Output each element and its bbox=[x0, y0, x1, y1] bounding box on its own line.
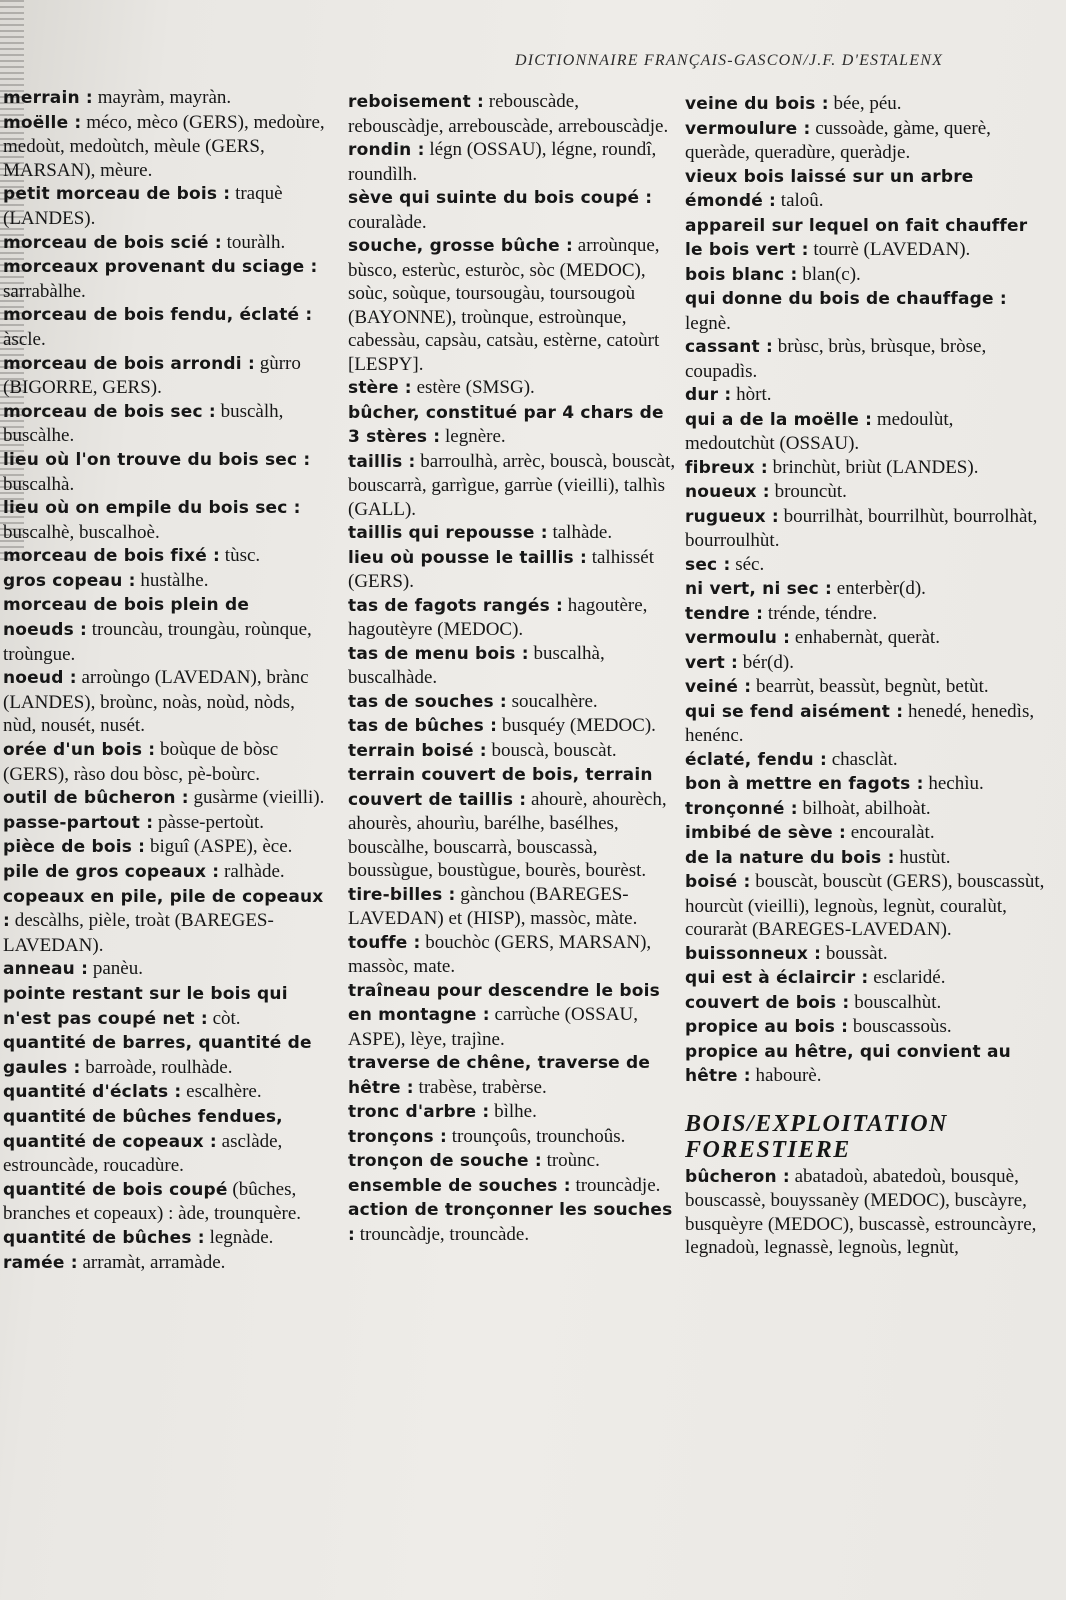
dictionary-entry bbox=[3, 255, 325, 303]
entry-headword: rugueux : bbox=[685, 506, 779, 527]
entry-headword: taillis : bbox=[348, 451, 416, 472]
entry-translation: bìlhe. bbox=[489, 1101, 537, 1122]
dictionary-entry bbox=[3, 835, 325, 860]
dictionary-entry bbox=[685, 942, 1045, 967]
dictionary-entry bbox=[3, 860, 325, 885]
entry-translation: biguî (ASPE), èce. bbox=[145, 836, 293, 858]
entry-translation: gùrro (BIGORRE, GERS). bbox=[3, 352, 301, 399]
entry-headword: stère : bbox=[348, 378, 412, 398]
entry-headword: bûcher, constitué par 4 chars de 3 stères : bbox=[348, 402, 664, 447]
entry-headword: gros copeau : bbox=[3, 570, 136, 591]
entry-headword: passe-partout : bbox=[3, 812, 154, 833]
dictionary-entry bbox=[3, 666, 325, 738]
entry-headword: noeud : bbox=[3, 668, 77, 689]
entry-headword: qui donne du bois de chauffage : bbox=[685, 289, 1007, 309]
entry-translation: pàsse-pertoùt. bbox=[153, 811, 265, 833]
dictionary-entry bbox=[3, 182, 325, 230]
entry-translation: bér(d). bbox=[738, 651, 794, 673]
entry-headword: tas de menu bois : bbox=[348, 643, 529, 664]
dictionary-entry bbox=[3, 352, 325, 400]
entry-translation: arroùngo (LAVEDAN), brànc (LANDES), broùnc, noàs, noùd, nòds, nùd, nousét, nusét. bbox=[3, 667, 309, 737]
entry-headword: ni vert, ni sec : bbox=[685, 579, 833, 599]
entry-headword: buissonneux : bbox=[685, 943, 822, 964]
entry-headword: vert : bbox=[685, 652, 739, 673]
entry-headword: taillis qui repousse : bbox=[348, 523, 548, 543]
entry-translation: abatadoù, abatedoù, bousquè, bouscassè, bouyssanèy (MEDOC), buscàyre, busquèyre (MEDOC), buscassè, estrouncàyre, legnadoù, legnassè, legnoùs, legnùt, bbox=[685, 1165, 1037, 1258]
entry-translation: encouralàt. bbox=[845, 822, 935, 843]
entry-headword: qui a de la moëlle : bbox=[685, 409, 873, 430]
dictionary-entry bbox=[685, 505, 1045, 553]
entry-translation: bée, péu. bbox=[828, 93, 902, 114]
entry-translation: esclaridé. bbox=[868, 967, 946, 988]
dictionary-entry bbox=[348, 594, 678, 642]
entry-translation: bouscàt, bouscùt (GERS), bouscassùt, hourcùt (vieilli), legnoùs, legnùt, couralùt, couraràt (BAREGES-LAVEDAN). bbox=[685, 871, 1045, 940]
dictionary-entry bbox=[3, 1031, 325, 1080]
entry-translation: enhabernàt, queràt. bbox=[790, 627, 940, 648]
dictionary-entry bbox=[685, 675, 1045, 700]
entry-headword: touffe : bbox=[348, 932, 421, 953]
entry-headword: reboisement : bbox=[348, 92, 485, 112]
entry-translation: buscàlh, buscàlhe. bbox=[3, 400, 284, 447]
entry-translation: estère (SMSG). bbox=[411, 377, 535, 398]
entry-headword: quantité de bûches fendues, quantité de copeaux : bbox=[3, 1106, 283, 1152]
entry-headword: tas de souches : bbox=[348, 691, 507, 712]
entry-headword: lieu où pousse le taillis : bbox=[348, 547, 587, 568]
entry-headword: morceau de bois sec : bbox=[3, 401, 216, 422]
entry-translation: barroulhà, arrèc, bouscà, bouscàt, bouscarrà, garrìgue, garrùe (vieilli), talhìs (GALL). bbox=[348, 450, 676, 520]
entry-headword: petit morceau de bois : bbox=[3, 184, 231, 205]
entry-translation: sarrabàlhe. bbox=[3, 280, 86, 302]
entry-translation: bouscà, bouscàt. bbox=[486, 739, 617, 761]
entry-translation: medoulùt, medoutchùt (OSSAU). bbox=[685, 408, 954, 454]
entry-translation: légn (OSSAU), légne, roundî, roundìlh. bbox=[348, 139, 657, 185]
dictionary-entry bbox=[348, 1149, 678, 1174]
entry-headword: appareil sur lequel on fait chauffer le bois vert : bbox=[685, 215, 1028, 260]
entry-translation: trouncàu, troungàu, roùnque, troùngue. bbox=[3, 619, 312, 665]
dictionary-entry bbox=[348, 979, 678, 1052]
entry-headword: terrain couvert de bois, terrain couvert de taillis : bbox=[348, 765, 653, 810]
dictionary-entry bbox=[685, 383, 1045, 408]
dictionary-entry bbox=[3, 303, 325, 351]
dictionary-entry bbox=[685, 602, 1045, 627]
dictionary-entry bbox=[685, 846, 1045, 871]
entry-translation: brouncùt. bbox=[769, 481, 847, 502]
dictionary-entry bbox=[348, 521, 678, 546]
dictionary-entry bbox=[3, 1178, 325, 1226]
dictionary-entry bbox=[685, 991, 1045, 1016]
dictionary-entry bbox=[3, 593, 325, 666]
entry-translation: soucalhère. bbox=[506, 690, 598, 712]
entry-translation: asclàde, estrouncàde, roucadùre. bbox=[3, 1130, 283, 1177]
dictionary-entry bbox=[3, 400, 325, 448]
dictionary-entry bbox=[685, 553, 1045, 578]
entry-headword: anneau : bbox=[3, 959, 89, 980]
entry-headword: quantité de bois coupé bbox=[3, 1179, 228, 1200]
entry-translation: talhàde. bbox=[547, 522, 613, 543]
dictionary-entry bbox=[3, 1080, 325, 1105]
dictionary-entry bbox=[348, 1198, 678, 1247]
dictionary-entry bbox=[3, 786, 325, 811]
dictionary-entry bbox=[685, 480, 1045, 505]
entry-translation: chasclàt. bbox=[826, 748, 898, 770]
entry-headword: tendre : bbox=[685, 603, 764, 624]
dictionary-entry bbox=[685, 263, 1045, 288]
dictionary-entry bbox=[3, 811, 325, 836]
entry-translation: hechìu. bbox=[923, 773, 984, 794]
dictionary-entry bbox=[3, 86, 325, 111]
entry-translation: busquéy (MEDOC). bbox=[497, 715, 656, 736]
entry-headword: morceau de bois fixé : bbox=[3, 546, 221, 567]
entry-headword: quantité d'éclats : bbox=[3, 1082, 182, 1103]
entry-headword: propice au bois : bbox=[685, 1017, 849, 1037]
entry-translation: hòrt. bbox=[731, 384, 772, 405]
entry-headword: pile de gros copeaux : bbox=[3, 862, 220, 882]
entry-headword: bois blanc : bbox=[685, 264, 798, 285]
entry-headword: merrain : bbox=[3, 88, 93, 108]
entry-headword: vermoulu : bbox=[685, 628, 791, 648]
entry-headword: boisé : bbox=[685, 872, 751, 892]
dictionary-entry bbox=[685, 870, 1045, 942]
entry-translation: bouchòc (GERS, MARSAN), massòc, mate. bbox=[348, 931, 652, 977]
entry-translation: arroùnque, bùsco, esterùc, esturòc, sòc (MEDOC), soùc, soùque, toursougàu, toursougoù (BAYONNE), troùnque, estroùnque, cabessàu, capsàu, catsàu, estèrne, catoùrt [LESPY]. bbox=[348, 235, 660, 375]
dictionary-entry bbox=[685, 700, 1045, 748]
entry-headword: bon à mettre en fagots : bbox=[685, 774, 924, 794]
entry-headword: couvert de bois : bbox=[685, 992, 850, 1013]
dictionary-entry bbox=[348, 90, 678, 138]
dictionary-entry bbox=[348, 401, 678, 450]
entry-translation: henedé, henedìs, henénc. bbox=[685, 700, 1035, 746]
dictionary-entry bbox=[685, 577, 1045, 602]
entry-headword: vermoulure : bbox=[685, 118, 811, 139]
entry-headword: tas de fagots rangés : bbox=[348, 595, 564, 616]
entry-headword: de la nature du bois : bbox=[685, 847, 895, 868]
entry-headword: sève qui suinte du bois coupé : bbox=[348, 188, 653, 208]
entry-headword: veiné : bbox=[685, 677, 752, 697]
dictionary-entry bbox=[348, 642, 678, 690]
entry-headword: propice au hêtre, qui convient au hêtre : bbox=[685, 1041, 1011, 1086]
entry-translation: habourè. bbox=[750, 1065, 822, 1086]
dictionary-entry bbox=[348, 546, 678, 594]
entry-headword: vieux bois laissé sur un arbre émondé : bbox=[685, 166, 974, 211]
dictionary-entry bbox=[3, 885, 325, 958]
entry-translation: trénde, téndre. bbox=[763, 602, 878, 624]
entry-translation: bouscassoùs. bbox=[848, 1016, 952, 1037]
dictionary-entry bbox=[348, 138, 678, 186]
entry-translation: enterbèr(d). bbox=[832, 578, 926, 599]
entry-headword: veine du bois : bbox=[685, 94, 829, 114]
dictionary-entry bbox=[685, 287, 1045, 335]
dictionary-entry bbox=[3, 1251, 325, 1276]
dictionary-entry bbox=[348, 1051, 678, 1100]
entry-translation: buscalhà. bbox=[3, 473, 75, 495]
entry-headword: pièce de bois : bbox=[3, 837, 146, 858]
dictionary-entry bbox=[348, 883, 678, 931]
dictionary-entry bbox=[685, 456, 1045, 481]
dictionary-entry bbox=[3, 496, 325, 544]
dictionary-entry bbox=[348, 931, 678, 979]
dictionary-entry bbox=[3, 957, 325, 982]
entry-translation: bearrùt, beassùt, begnùt, betùt. bbox=[751, 676, 989, 697]
entry-headword: tire-billes : bbox=[348, 884, 456, 905]
entry-headword: noueux : bbox=[685, 482, 770, 502]
entry-translation: traquè (LANDES). bbox=[3, 183, 283, 229]
entry-headword: lieu où on empile du bois sec : bbox=[3, 498, 301, 519]
dictionary-entry bbox=[348, 234, 678, 376]
dictionary-entry bbox=[3, 1105, 325, 1178]
dictionary-entry bbox=[348, 376, 678, 401]
dictionary-entry bbox=[348, 714, 678, 739]
dictionary-entry bbox=[348, 1174, 678, 1199]
entry-translation: hustùt. bbox=[894, 846, 951, 868]
entry-headword: bûcheron : bbox=[685, 1166, 790, 1187]
entry-headword: dur : bbox=[685, 385, 732, 405]
dictionary-entry bbox=[3, 569, 325, 594]
entry-headword: morceau de bois arrondi : bbox=[3, 353, 255, 374]
dictionary-entry bbox=[3, 231, 325, 256]
dictionary-entry bbox=[685, 165, 1045, 214]
dictionary-entry bbox=[685, 117, 1045, 165]
entry-translation: talhissét (GERS). bbox=[348, 546, 654, 592]
entry-translation: rebouscàde, rebouscàdje, arrebouscàde, arrebouscàdje. bbox=[348, 91, 669, 137]
entry-translation: descàlhs, pièle, troàt (BAREGES-LAVEDAN). bbox=[3, 910, 274, 956]
entry-headword: moëlle : bbox=[3, 112, 82, 133]
entry-translation: trabèse, trabèrse. bbox=[413, 1076, 547, 1098]
entry-translation: gànchou (BAREGES-LAVEDAN) et (HISP), massòc, màte. bbox=[348, 883, 638, 929]
entry-translation: arramàt, arramàde. bbox=[77, 1251, 226, 1273]
entry-translation: escalhère. bbox=[181, 1081, 262, 1103]
dictionary-entry bbox=[685, 797, 1045, 822]
dictionary-entry bbox=[685, 214, 1045, 263]
entry-translation: blan(c). bbox=[797, 263, 861, 285]
dictionary-entry bbox=[348, 739, 678, 764]
entry-headword: qui est à éclaircir : bbox=[685, 968, 869, 988]
dictionary-entry bbox=[685, 1015, 1045, 1040]
entry-translation: taloû. bbox=[776, 190, 824, 211]
entry-headword: tronçonné : bbox=[685, 798, 798, 819]
entry-translation: gusàrme (vieilli). bbox=[188, 787, 325, 809]
entry-translation: brinchùt, briùt (LANDES). bbox=[767, 456, 979, 478]
entry-translation: còt. bbox=[207, 1007, 241, 1029]
entry-headword: rondin : bbox=[348, 140, 425, 160]
entry-translation: méco, mèco (GERS), medoùre, medoùt, medoùtch, mèule (GERS, MARSAN), mèure. bbox=[3, 111, 325, 181]
entry-translation: trouncàdje. bbox=[570, 1174, 661, 1196]
dictionary-entry bbox=[348, 690, 678, 715]
dictionary-entry bbox=[685, 335, 1045, 383]
entry-headword: quantité de barres, quantité de gaules : bbox=[3, 1033, 312, 1078]
section-title-line-1: BOIS/EXPLOITATION bbox=[685, 1110, 948, 1137]
entry-translation: mayràm, mayràn. bbox=[92, 87, 232, 108]
entry-translation: carrùche (OSSAU, ASPE), lèye, trajìne. bbox=[348, 1004, 639, 1050]
entry-translation: àscle. bbox=[3, 328, 46, 350]
dictionary-entry bbox=[685, 408, 1045, 456]
entry-headword: ramée : bbox=[3, 1252, 78, 1273]
section-title bbox=[685, 1111, 1045, 1163]
entry-translation: (bûches, branches et copeaux) : àde, trounquère. bbox=[3, 1178, 302, 1225]
entry-translation: boùque de bòsc (GERS), ràso dou bòsc, pè-boùrc. bbox=[3, 739, 279, 785]
section-title-line-2: FORESTIERE bbox=[685, 1136, 851, 1163]
dictionary-entry bbox=[3, 544, 325, 569]
dictionary-entry bbox=[348, 1100, 678, 1125]
entry-translation: legnàde. bbox=[204, 1226, 274, 1248]
entry-translation: bourrilhàt, bourrilhùt, bourrolhàt, bourroulhùt. bbox=[685, 505, 1038, 551]
entry-headword: terrain boisé : bbox=[348, 740, 487, 761]
entry-translation: bouscalhùt. bbox=[849, 991, 942, 1013]
entry-translation: bilhoàt, abilhoàt. bbox=[797, 797, 931, 819]
entry-translation: trouncàdje, trouncàde. bbox=[355, 1223, 530, 1245]
entry-headword: tas de bûches : bbox=[348, 716, 498, 736]
entry-translation: legnè. bbox=[685, 312, 731, 334]
entry-headword: tronçon de souche : bbox=[348, 1151, 542, 1171]
dictionary-entry bbox=[685, 966, 1045, 991]
entry-translation: ahourè, ahourèch, ahourès, ahourìu, barélhe, basélhes, bouscàlhe, bouscarrà, bouscassà, boussùgue, boustùgue, bourès, bourèst. bbox=[348, 788, 667, 881]
entry-headword: imbibé de sève : bbox=[685, 823, 846, 843]
entry-translation: buscalhà, buscalhàde. bbox=[348, 642, 605, 688]
entry-translation: ralhàde. bbox=[219, 861, 285, 882]
entry-headword: traverse de chêne, traverse de hêtre : bbox=[348, 1053, 651, 1098]
entry-translation: touràlh. bbox=[221, 231, 286, 253]
dictionary-entry bbox=[3, 111, 325, 183]
entry-headword: fibreux : bbox=[685, 457, 768, 478]
entry-translation: tùsc. bbox=[220, 545, 261, 567]
running-header: DICTIONNAIRE FRANÇAIS-GASCON/J.F. D'ESTALENX bbox=[515, 52, 944, 69]
column-3-entries bbox=[685, 92, 1045, 1089]
entry-headword: action de tronçonner les souches : bbox=[348, 1200, 673, 1245]
dictionary-entry bbox=[3, 1226, 325, 1251]
entry-translation: barroàde, roulhàde. bbox=[80, 1056, 233, 1078]
dictionary-entry bbox=[685, 92, 1045, 117]
dictionary-entry bbox=[685, 626, 1045, 651]
section-entries bbox=[685, 1165, 1045, 1260]
entry-translation: séc. bbox=[730, 553, 765, 575]
entry-translation: boussàt. bbox=[821, 942, 888, 964]
entry-headword: copeaux en pile, pile de copeaux : bbox=[3, 886, 324, 932]
entry-translation: panèu. bbox=[88, 958, 143, 980]
column-1 bbox=[3, 86, 325, 1275]
entry-translation: tourrè (LAVEDAN). bbox=[808, 239, 971, 260]
entry-headword: traîneau pour descendre le bois en montagne : bbox=[348, 980, 660, 1025]
column-3 bbox=[685, 92, 1045, 1260]
dictionary-entry bbox=[348, 763, 678, 883]
entry-headword: souche, grosse bûche : bbox=[348, 236, 574, 256]
entry-headword: qui se fend aisément : bbox=[685, 701, 904, 722]
dictionary-entry bbox=[348, 1125, 678, 1150]
dictionary-entry bbox=[685, 651, 1045, 676]
entry-headword: outil de bûcheron : bbox=[3, 788, 189, 809]
entry-translation: legnère. bbox=[440, 426, 506, 447]
entry-translation: hustàlhe. bbox=[135, 569, 209, 591]
entry-headword: morceaux provenant du sciage : bbox=[3, 257, 318, 278]
column-2 bbox=[348, 90, 678, 1247]
entry-headword: orée d'un bois : bbox=[3, 740, 156, 761]
entry-translation: hagoutère, hagoutèyre (MEDOC). bbox=[348, 594, 648, 640]
entry-headword: sec : bbox=[685, 554, 731, 575]
dictionary-entry bbox=[3, 448, 325, 496]
entry-headword: morceau de bois fendu, éclaté : bbox=[3, 305, 313, 326]
entry-headword: lieu où l'on trouve du bois sec : bbox=[3, 449, 311, 470]
dictionary-entry bbox=[3, 982, 325, 1031]
entry-translation: buscalhè, buscalhoè. bbox=[3, 521, 160, 543]
entry-headword: morceau de bois scié : bbox=[3, 232, 222, 253]
dictionary-entry bbox=[685, 748, 1045, 773]
dictionary-entry bbox=[685, 1040, 1045, 1089]
entry-translation: cussoàde, gàme, querè, queràde, queradùre, queràdje. bbox=[685, 117, 991, 163]
entry-headword: tronçons : bbox=[348, 1126, 447, 1147]
dictionary-entry bbox=[685, 1165, 1045, 1260]
entry-headword: éclaté, fendu : bbox=[685, 749, 827, 770]
entry-translation: brùsc, brùs, brùsque, bròse, coupadìs. bbox=[685, 336, 987, 382]
entry-headword: pointe restant sur le bois qui n'est pas coupé net : bbox=[3, 983, 288, 1029]
dictionary-entry bbox=[3, 738, 325, 786]
entry-headword: morceau de bois plein de noeuds : bbox=[3, 595, 250, 641]
dictionary-entry bbox=[348, 186, 678, 234]
entry-translation: trounçoûs, trounchoûs. bbox=[447, 1125, 626, 1147]
entry-headword: tronc d'arbre : bbox=[348, 1102, 490, 1122]
entry-headword: cassant : bbox=[685, 337, 774, 357]
entry-translation: couralàde. bbox=[348, 211, 427, 233]
dictionary-entry bbox=[685, 772, 1045, 797]
dictionary-entry bbox=[348, 450, 678, 522]
dictionary-entry bbox=[685, 821, 1045, 846]
entry-headword: ensemble de souches : bbox=[348, 1175, 571, 1196]
entry-translation: troùnc. bbox=[541, 1150, 600, 1171]
entry-headword: quantité de bûches : bbox=[3, 1227, 205, 1248]
